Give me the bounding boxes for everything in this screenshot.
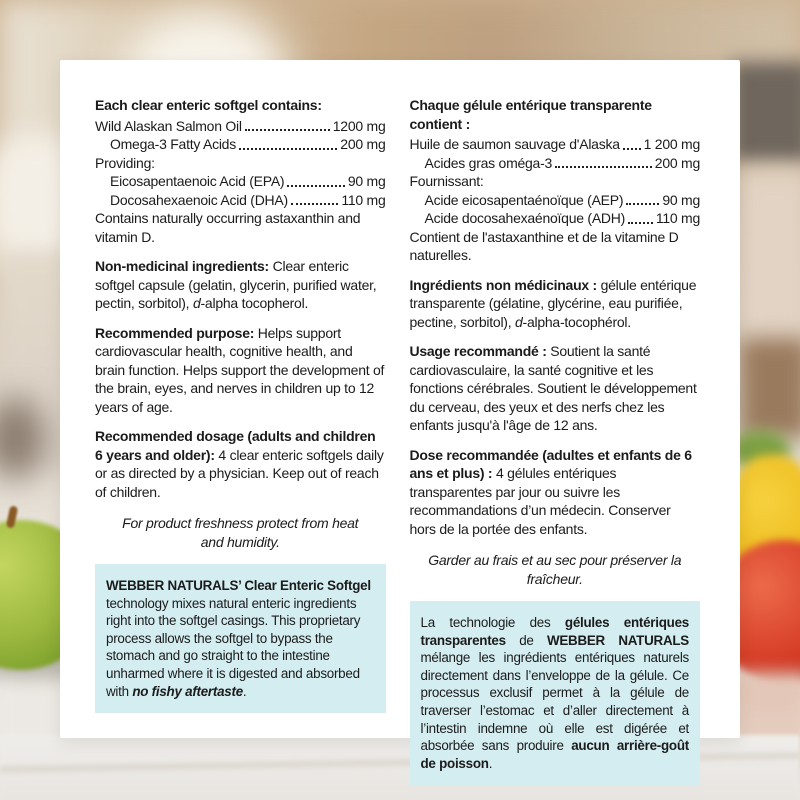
dot-leader xyxy=(555,166,652,168)
ingredient-name: Acides gras oméga-3 xyxy=(424,154,553,171)
contains-note-en: Contains naturally occurring astaxanthin and vitamin D. xyxy=(95,210,361,245)
ingredient-row xyxy=(95,154,386,173)
ingredient-row xyxy=(410,154,701,173)
italic-d: d xyxy=(515,313,523,330)
ingredient-name: Huile de saumon sauvage d'Alaska xyxy=(409,136,620,152)
box-bold: gélules entériques transparentes xyxy=(420,615,689,648)
section-lead: Usage recommandé : xyxy=(409,343,547,359)
box-text: mélange les ingrédients entériques naturels directement dans l’enveloppe de la gélule. Ce processus exclusif permet à la gélule de traverser l’estomac et d’aller directement à l’intestin indemne où elle est digérée et absorbée sans produire xyxy=(420,650,689,754)
section-lead: Recommended purpose: xyxy=(95,324,255,341)
section-text: gélule entérique transparente (gélatine, glycérine, eau purifiée, pectine, sorbitol), xyxy=(409,276,697,330)
ingredient-amount: 1200 mg xyxy=(332,117,386,134)
blurred-right-wall xyxy=(735,170,800,350)
section-text: Clear enteric softgel capsule (gelatin, glycerin, purified water, pectin, sorbitol), xyxy=(95,258,377,311)
non-medicinal-en xyxy=(95,257,386,313)
section-lead: Dose recommandée (adultes et enfants de 6 ans et plus) : xyxy=(409,446,692,481)
box-bold: WEBBER NATURALS xyxy=(546,632,689,648)
ingredient-row xyxy=(95,117,386,136)
box-text: de xyxy=(519,632,534,648)
section-text: -alpha-tocophérol. xyxy=(522,313,631,330)
section-text: Soutient la santé cardiovasculaire, la santé cognitive et les fonctions cérébrales. Soutient le développement du cerveau, des yeux et des nerfs chez les enfants jusqu'à l'âge de 12 ans. xyxy=(409,343,697,433)
dot-leader xyxy=(623,148,641,150)
ingredient-name: Acide eicosapentaénoïque (AEP) xyxy=(424,191,624,208)
dot-leader xyxy=(239,148,337,150)
contains-note-fr: Contient de l'astaxanthine et de la vitamine D naturelles. xyxy=(409,228,679,263)
box-text: . xyxy=(488,755,493,771)
ingredient-row xyxy=(95,172,386,191)
blurred-grey-object xyxy=(732,62,800,162)
french-column xyxy=(410,96,701,785)
box-text: La technologie des xyxy=(420,615,551,630)
info-box-fr xyxy=(410,601,701,785)
non-medicinal-fr xyxy=(410,276,701,332)
box-lead: WEBBER NATURALS’ Clear Enteric Softgel xyxy=(106,578,371,593)
section-lead: Recommended dosage (adults and children 6 years and older): xyxy=(95,428,376,463)
freshness-note-fr: Garder au frais et au sec pour préserver la fraîcheur. xyxy=(428,552,682,587)
dot-leader xyxy=(626,203,659,205)
info-box-en xyxy=(95,564,386,713)
section-text: 4 clear enteric softgels daily or as directed by a physician. Keep out of reach of children. xyxy=(95,446,384,500)
box-text: . xyxy=(242,683,247,699)
ingredient-name: Acide docosahexaénoïque (ADH) xyxy=(424,210,626,226)
freshness-note-en: For product freshness protect from heat and humidity. xyxy=(122,515,359,550)
english-column xyxy=(95,96,386,785)
italic-d: d xyxy=(192,295,201,311)
ingredient-name: Eicosapentaenoic Acid (EPA) xyxy=(110,173,285,189)
section-text: 4 gélules entériques transparentes par jour ou suivre les recommandations d’un médecin. Conserver hors de la portée des enfants. xyxy=(409,465,671,537)
section-lead: Non-medicinal ingredients: xyxy=(95,258,269,274)
ingredient-row xyxy=(410,191,701,210)
ingredient-amount: 200 mg xyxy=(654,154,700,171)
blurred-wood-object xyxy=(740,338,800,438)
recommended-purpose-fr xyxy=(410,342,701,435)
ingredient-amount: 110 mg xyxy=(341,191,386,208)
ingredient-amount: 1 200 mg xyxy=(643,136,700,152)
recommended-dosage-en xyxy=(95,427,386,501)
ingredients-title-fr: Chaque gélule entérique transparente contient : xyxy=(409,97,652,132)
section-lead: Ingrédients non médicinaux : xyxy=(409,276,597,293)
ingredient-amount: 200 mg xyxy=(340,136,386,152)
ingredients-title-en: Each clear enteric softgel contains: xyxy=(95,97,322,113)
dot-leader xyxy=(245,129,330,131)
section-text: Helps support cardiovascular health, cognitive health, and brain function. Helps support the development of the brain, eyes, and nerves in children up to 12 years of age. xyxy=(95,324,385,415)
dot-leader xyxy=(291,203,338,205)
ingredient-name: Fournissant: xyxy=(409,173,484,189)
ingredient-row xyxy=(410,209,701,228)
ingredient-name: Docosahexaenoic Acid (DHA) xyxy=(110,191,288,208)
ingredient-name: Providing: xyxy=(95,154,155,171)
product-label-card xyxy=(60,60,740,771)
dot-leader xyxy=(287,185,345,187)
ingredient-row xyxy=(410,135,701,154)
ingredient-row xyxy=(95,135,386,154)
ingredient-amount: 110 mg xyxy=(655,210,700,226)
dot-leader xyxy=(628,222,653,224)
ingredient-row xyxy=(95,191,386,210)
ingredient-amount: 90 mg xyxy=(347,173,386,189)
ingredient-amount: 90 mg xyxy=(662,191,700,208)
box-bold: aucun arrière-goût de poisson xyxy=(420,738,689,771)
ingredient-name: Omega-3 Fatty Acids xyxy=(110,136,236,152)
ingredient-row xyxy=(410,172,701,191)
ingredient-name: Wild Alaskan Salmon Oil xyxy=(95,117,242,134)
recommended-purpose-en xyxy=(95,324,386,417)
section-text: -alpha tocopherol. xyxy=(200,295,309,311)
box-emphasis: no fishy aftertaste xyxy=(132,683,243,699)
recommended-dosage-fr xyxy=(410,446,701,539)
box-text: technology mixes natural enteric ingredients right into the softgel casings. This proprietary process allows the softgel to bypass the stomach and go straight to the intestine unharmed where it is digested and absorbed with xyxy=(106,595,361,699)
